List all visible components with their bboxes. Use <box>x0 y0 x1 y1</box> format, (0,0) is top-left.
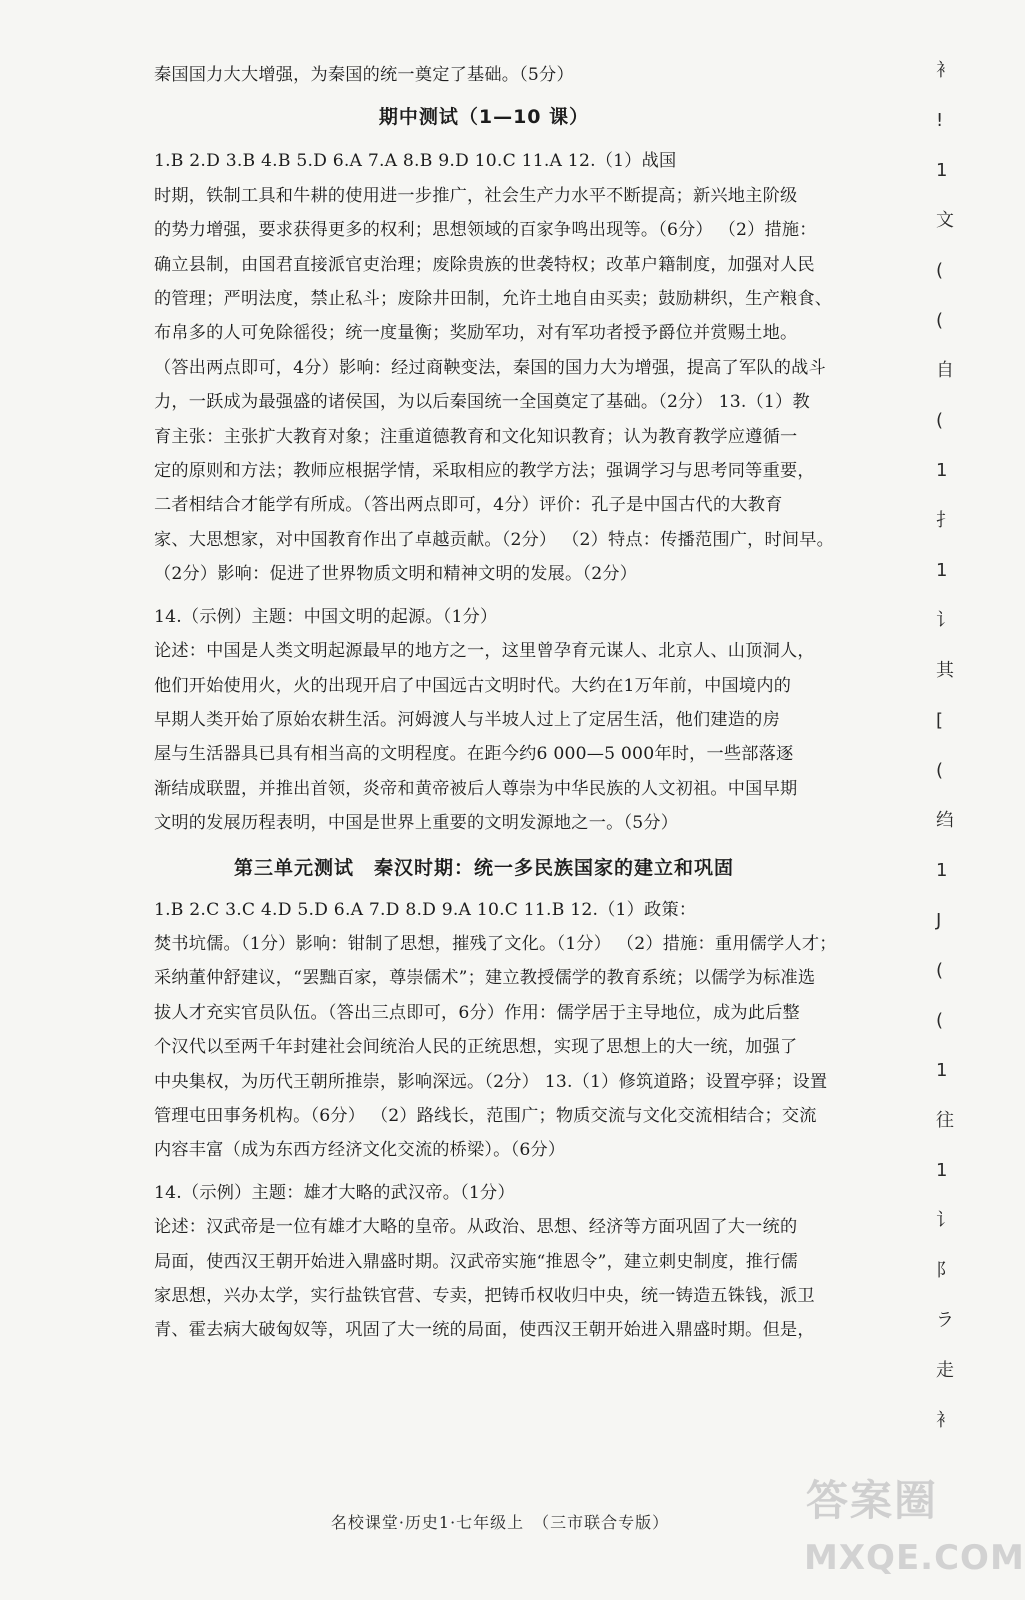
edge-char: 1 <box>936 860 948 881</box>
edge-char: 1 <box>936 1060 948 1081</box>
top-lines <box>154 58 814 92</box>
text-line: 采纳董仲舒建议，“罢黜百家，尊崇儒术”；建立教授儒学的教育系统；以儒学为标准选 <box>154 968 816 989</box>
section-midterm-body <box>154 144 835 591</box>
edge-char: 衤 <box>936 60 954 81</box>
edge-char: 自 <box>936 360 954 381</box>
edge-char: 绉 <box>936 810 954 831</box>
edge-char: 1 <box>936 560 948 581</box>
text-line: 内容丰富（成为东西方经济文化交流的桥梁）。（6分） <box>154 1140 566 1161</box>
text-line: 14.（示例）主题：雄才大略的武汉帝。（1分） <box>154 1182 515 1203</box>
edge-char: 往 <box>936 1110 954 1131</box>
edge-char: 阝 <box>936 1260 954 1281</box>
text-line: 中央集权，为历代王朝所推崇，影响深远。（2分） 13.（1）修筑道路；设置亭驿；设置 <box>154 1071 828 1092</box>
edge-char: ( <box>936 760 944 781</box>
text-line: 二者相结合才能学有所成。（答出两点即可，4分）评价：孔子是中国古代的大教育 <box>154 495 783 516</box>
text-line: 1.B 2.C 3.C 4.D 5.D 6.A 7.D 8.D 9.A 10.C 11.B 12.（1）政策： <box>154 899 697 920</box>
adjacent-page-edge <box>936 60 1000 1460</box>
edge-char: 走 <box>936 1360 954 1381</box>
answer-content <box>154 58 837 1348</box>
edge-char: ( <box>936 310 944 331</box>
edge-char: 扌 <box>936 510 954 531</box>
text-line: 的管理；严明法度，禁止私斗；废除井田制，允许土地自由买卖；鼓励耕织，生产粮食、 <box>154 289 833 310</box>
edge-char: ( <box>936 410 944 431</box>
text-line: 的势力增强，要求获得更多的权利；思想领域的百家争鸣出现等。（6分） （2）措施： <box>154 220 817 241</box>
edge-char: 其 <box>936 660 954 681</box>
edge-char: J <box>936 910 942 931</box>
section-midterm-q14 <box>154 600 814 841</box>
watermark-url: MXQE.COM <box>804 1538 1025 1578</box>
edge-char: ! <box>936 110 944 131</box>
text-line: 论述：中国是人类文明起源最早的地方之一，这里曾孕育元谋人、北京人、山顶洞人， <box>154 641 815 662</box>
text-line: 早期人类开始了原始农耕生活。河姆渡人与半坡人过上了定居生活，他们建造的房 <box>154 709 780 730</box>
text-line: 焚书坑儒。（1分）影响：钳制了思想，摧残了文化。（1分） （2）措施：重用儒学人才； <box>154 933 837 954</box>
text-line: 家思想，兴办太学，实行盐铁官营、专卖，把铸币权收归中央，统一铸造五铢钱，派卫 <box>154 1286 815 1306</box>
text-line: 拔人才充实官员队伍。（答出三点即可，6分）作用：儒学居于主导地位，成为此后整 <box>154 1002 800 1023</box>
text-line: 他们开始使用火，火的出现开启了中国远古文明时代。大约在1万年前，中国境内的 <box>154 675 792 696</box>
text-line: 1.B 2.D 3.B 4.B 5.D 6.A 7.A 8.B 9.D 10.C 11.A 12.（1）战国 <box>154 151 677 172</box>
edge-char: ( <box>936 260 944 281</box>
edge-char: [ <box>936 710 944 731</box>
text-line: 时期，铁制工具和牛耕的使用进一步推广，社会生产力水平不断提高；新兴地主阶级 <box>154 185 798 206</box>
watermark-logo <box>800 1468 1025 1588</box>
edge-char: 1 <box>936 1160 948 1181</box>
text-line: 渐结成联盟，并推出首领，炎帝和黄帝被后人尊崇为中华民族的人文初祖。中国早期 <box>154 778 798 799</box>
section-title-midterm: 期中测试（1—10 课） <box>378 106 590 129</box>
text-line: 秦国国力大大增强，为秦国的统一奠定了基础。（5分） <box>154 65 574 85</box>
text-line: 确立县制，由国君直接派官吏治理；废除贵族的世袭特权；改革户籍制度，加强对人民 <box>154 254 815 275</box>
watermark-logo-text: 答案圈 <box>806 1476 939 1525</box>
section-unit3-q14 <box>154 1176 814 1348</box>
text-line: 局面，使西汉王朝开始进入鼎盛时期。汉武帝实施“推恩令”，建立刺史制度，推行儒 <box>154 1251 798 1272</box>
text-line: 育主张：主张扩大教育对象；注重道德教育和文化知识教育；认为教育教学应遵循一 <box>154 426 798 447</box>
edge-char: 文 <box>936 210 954 231</box>
edge-char: 讠 <box>936 1210 954 1231</box>
edge-char: ( <box>936 960 944 981</box>
text-line: 布帛多的人可免除徭役；统一度量衡；奖励军功，对有军功者授予爵位并赏赐土地。 <box>154 323 798 344</box>
text-line: 14.（示例）主题：中国文明的起源。（1分） <box>154 606 498 627</box>
text-line: 青、霍去病大破匈奴等，巩固了大一统的局面，使西汉王朝开始进入鼎盛时期。但是， <box>154 1320 815 1341</box>
edge-char: 1 <box>936 160 948 181</box>
text-line: （2分）影响：促进了世界物质文明和精神文明的发展。（2分） <box>154 564 638 585</box>
text-line: 屋与生活器具已具有相当高的文明程度。在距今约6 000—5 000年时，一些部落逐 <box>154 744 794 765</box>
edge-char: ラ <box>936 1310 954 1331</box>
text-line: 文明的发展历程表明，中国是世界上重要的文明发源地之一。（5分） <box>154 813 679 834</box>
text-line: 家、大思想家，对中国教育作出了卓越贡献。（2分） （2）特点：传播范围广，时间早。 <box>154 529 835 550</box>
text-line: 论述：汉武帝是一位有雄才大略的皇帝。从政治、思想、经济等方面巩固了大一统的 <box>154 1217 798 1238</box>
section-title-unit3: 第三单元测试 秦汉时期：统一多民族国家的建立和巩固 <box>233 856 734 879</box>
text-line: 管理屯田事务机构。（6分） （2）路线长，范围广；物质交流与文化交流相结合；交流 <box>154 1105 817 1126</box>
text-line: 个汉代以至两千年封建社会间统治人民的正统思想，实现了思想上的大一统，加强了 <box>154 1037 798 1058</box>
text-line: 定的原则和方法；教师应根据学情，采取相应的教学方法；强调学习与思考同等重要， <box>154 461 815 482</box>
page-footer: 名校课堂·历史1·七年级上 （三市联合专版） <box>330 1513 670 1532</box>
edge-char: 衤 <box>936 1410 954 1431</box>
text-line: （答出两点即可，4分）影响：经过商鞅变法，秦国的国力大为增强，提高了军队的战斗 <box>154 357 826 378</box>
edge-char: 1 <box>936 460 948 481</box>
text-line: 力，一跃成为最强盛的诸侯国，为以后秦国统一全国奠定了基础。（2分） 13.（1）教 <box>154 392 810 413</box>
edge-char: 讠 <box>936 610 954 631</box>
section-unit3-body <box>154 893 837 1168</box>
edge-char: ( <box>936 1010 944 1031</box>
